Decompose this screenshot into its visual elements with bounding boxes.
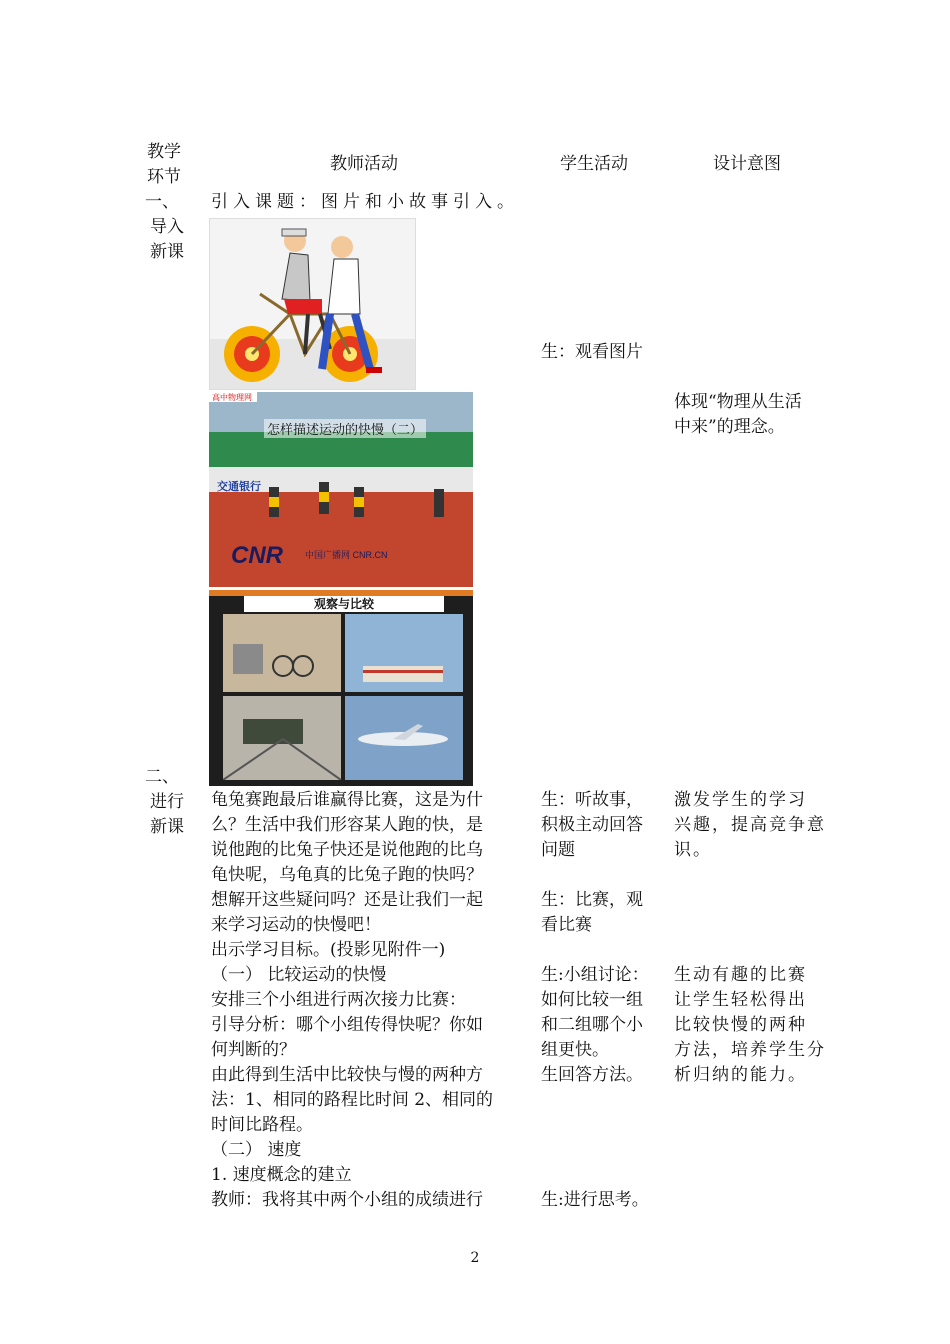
header-teacher-activity: 教师活动 (330, 154, 398, 174)
section2-teacher-activity: 龟兔赛跑最后谁赢得比赛，这是为什 么？生活中我们形容某人跑的快，是 说他跑的比兔子快还是说他跑的比乌 龟快呢，乌龟真的比兔子跑的快吗？ 想解开这些疑问吗？还是让我们一起 来学习运动的快慢吧！ 出示学习目标。(投影见附件一) （一） 比较运动的快慢 安排三个小组进行两次接力比赛： 引导分析：哪个小组传得快呢？你如 何判断的？ 由此得到生活中比较快与慢的两种方 法：1、相同的路程比时间 2、相同的 时间比路程。 （二） 速度 1. 速度概念的建立 教师：我将其中两个小组的成绩进行 (211, 790, 494, 1210)
race-image-banner: 交通银行 (217, 481, 261, 493)
compare-image (209, 590, 473, 786)
header-col1-line1: 教学 (147, 142, 181, 162)
page-number: 2 (470, 1250, 480, 1266)
section1-intro: 引入课题：图片和小故事引入。 (211, 192, 519, 212)
race-image (209, 392, 473, 587)
section2-student-activity-c: 生:小组讨论： 如何比较一组 和二组哪个小 组更快。 生回答方法。 (541, 965, 649, 1085)
header-student-activity: 学生活动 (560, 154, 628, 174)
compare-image-title: 观察与比较 (244, 596, 444, 612)
section2-design-intent-a: 激发学生的学习 兴趣，提高竞争意 识。 (674, 790, 826, 860)
cnr-logo-sub: 中国广播网 CNR.CN (305, 550, 388, 560)
section1-label: 一、 导入 新课 (145, 192, 184, 262)
svg-text:高中物理网: 高中物理网 (212, 393, 252, 402)
cnr-logo: CNR (231, 542, 283, 569)
header-design-intent: 设计意图 (713, 154, 781, 174)
race-image-caption: 怎样描述运动的快慢（二） (264, 419, 426, 438)
header-col1-line2: 环节 (147, 167, 181, 187)
section2-student-activity-d: 生:进行思考。 (541, 1190, 649, 1210)
section2-student-activity-a: 生：听故事， 积极主动回答 问题 (541, 790, 643, 860)
section2-design-intent-b: 生动有趣的比赛 让学生轻松得出 比较快慢的两种 方法，培养学生分 析归纳的能力。 (674, 965, 826, 1085)
section1-design-intent: 体现“物理从生活 中来”的理念。 (674, 392, 802, 437)
bicycle-image (209, 218, 416, 390)
section2-student-activity-b: 生：比赛，观 看比赛 (541, 890, 643, 935)
section2-label: 二、 进行 新课 (145, 767, 184, 837)
section1-student-activity: 生：观看图片 (541, 342, 643, 362)
